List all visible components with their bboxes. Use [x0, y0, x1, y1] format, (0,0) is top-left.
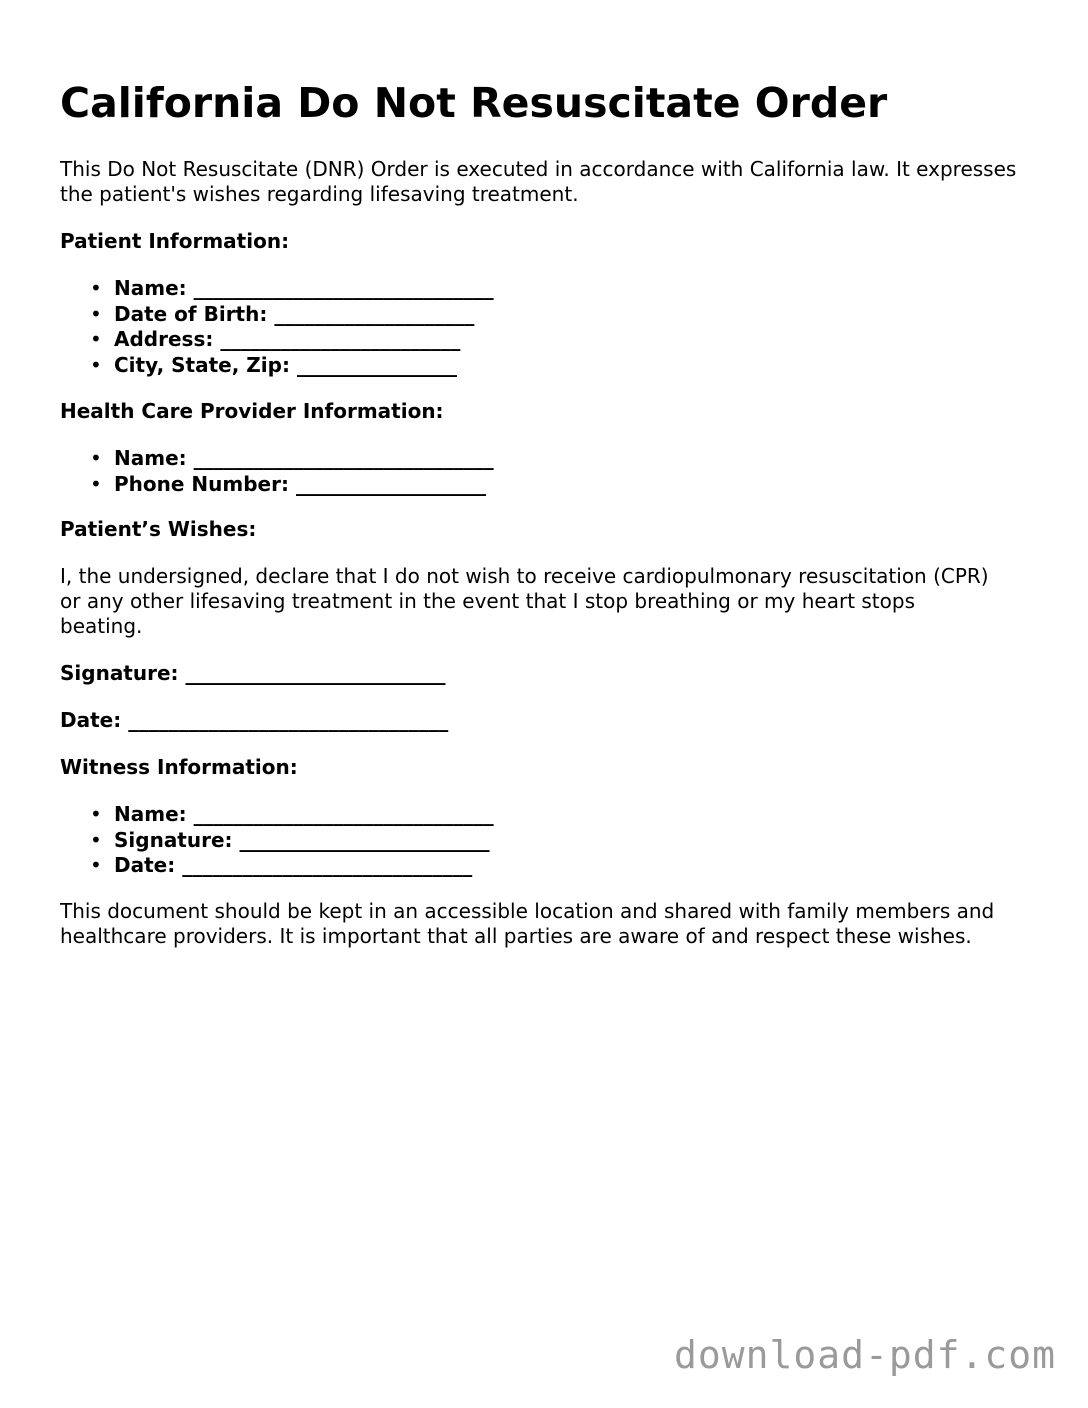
- field-label: Name:: [114, 446, 187, 470]
- bullet-icon: •: [90, 327, 102, 351]
- patient-name-field: [60, 276, 1030, 302]
- witness-info-list: [60, 802, 1030, 879]
- patient-info-list: [60, 276, 1030, 378]
- bullet-icon: •: [90, 446, 102, 470]
- watermark-text: download-pdf.com: [673, 1333, 1056, 1377]
- signature-blank[interactable]: __________________________: [185, 661, 446, 685]
- bullet-icon: •: [90, 276, 102, 300]
- patient-name-blank[interactable]: ______________________________: [193, 276, 494, 300]
- intro-paragraph: This Do Not Resuscitate (DNR) Order is executed in accordance with California law. It expresses the patient's wishes regarding lifesaving treatment.: [60, 157, 1017, 206]
- bullet-icon: •: [90, 352, 102, 377]
- witness-date-blank[interactable]: _____________________________: [182, 853, 473, 877]
- patient-dob-field: [60, 302, 1030, 328]
- date-label: Date:: [60, 708, 122, 732]
- provider-phone-field: [60, 472, 1030, 498]
- provider-name-blank[interactable]: ______________________________: [193, 446, 494, 470]
- bullet-icon: •: [90, 301, 102, 326]
- field-label: Signature:: [114, 827, 233, 852]
- field-label: Name:: [114, 802, 187, 826]
- patient-wishes-text: I, the undersigned, declare that I do not wish to receive cardiopulmonary resuscitation (CPR) or any other lifesaving treatment in the event that I stop breathing or my heart stops beating.: [60, 564, 989, 638]
- patient-address-blank[interactable]: ________________________: [220, 327, 461, 351]
- patient-info-heading: Patient Information:: [60, 229, 290, 253]
- field-label: Date of Birth:: [114, 301, 268, 326]
- patient-wishes-heading: Patient’s Wishes:: [60, 517, 257, 541]
- witness-signature-blank[interactable]: _________________________: [239, 827, 490, 852]
- date-blank[interactable]: ________________________________: [128, 708, 449, 732]
- field-label: Phone Number:: [114, 471, 289, 496]
- field-label: Date:: [114, 853, 176, 877]
- provider-info-list: [60, 446, 1030, 497]
- signature-label: Signature:: [60, 661, 179, 685]
- bullet-icon: •: [90, 853, 102, 877]
- document-title: California Do Not Resuscitate Order: [60, 79, 888, 127]
- field-label: City, State, Zip:: [114, 352, 290, 377]
- date-line: [60, 708, 1030, 733]
- witness-signature-field: [60, 828, 1030, 854]
- patient-city-state-zip-field: [60, 353, 1030, 379]
- patient-city-state-zip-blank[interactable]: ________________: [296, 352, 457, 377]
- bullet-icon: •: [90, 802, 102, 826]
- witness-info-heading: Witness Information:: [60, 755, 298, 779]
- field-label: Name:: [114, 276, 187, 300]
- provider-info-heading: Health Care Provider Information:: [60, 399, 444, 423]
- closing-paragraph: This document should be kept in an accessible location and shared with family members and healthcare providers. It is important that all parties are aware of and respect these wishes.: [60, 899, 995, 948]
- signature-line: [60, 661, 1030, 686]
- field-label: Address:: [114, 327, 214, 351]
- bullet-icon: •: [90, 471, 102, 496]
- bullet-icon: •: [90, 827, 102, 852]
- witness-name-blank[interactable]: ______________________________: [193, 802, 494, 826]
- patient-dob-blank[interactable]: ____________________: [274, 301, 475, 326]
- provider-name-field: [60, 446, 1030, 472]
- witness-name-field: [60, 802, 1030, 828]
- patient-address-field: [60, 327, 1030, 353]
- witness-date-field: [60, 853, 1030, 879]
- provider-phone-blank[interactable]: ___________________: [295, 471, 486, 496]
